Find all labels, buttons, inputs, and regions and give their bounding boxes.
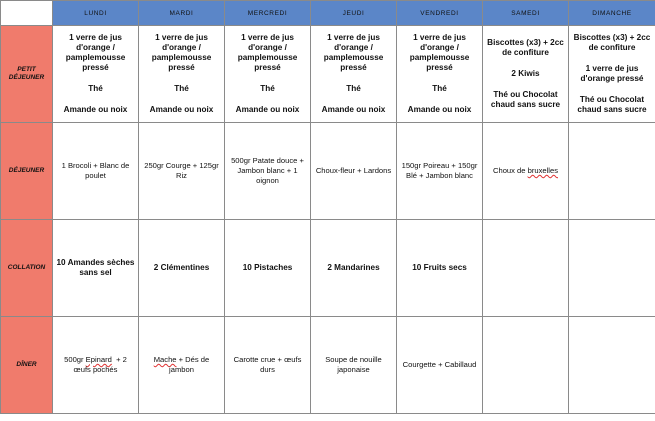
cell-petit-dejeuner-samedi	[483, 26, 569, 123]
cell-dejeuner-mardi	[139, 123, 225, 220]
cell-dejeuner-samedi	[483, 123, 569, 220]
cell-text: Amande ou noix	[63, 105, 128, 114]
cell-text: pamplemousse	[323, 53, 384, 62]
cell-text: pamplemousse	[151, 53, 212, 62]
cell-text: 1 Brocoli + Blanc de	[61, 161, 130, 170]
cell-text: Carotte crue + œufs	[233, 355, 302, 364]
cell-dejeuner-mercredi	[225, 123, 311, 220]
cell-text: Amande ou noix	[407, 105, 472, 114]
cell-text: 1 verre de jus	[69, 33, 122, 42]
cell-collation-lundi	[53, 220, 139, 317]
cell-dejeuner-jeudi	[311, 123, 397, 220]
cell-diner-vendredi	[397, 317, 483, 414]
cell-diner-mardi	[139, 317, 225, 414]
cell-text: œufs pochés	[73, 365, 118, 374]
cell-text: Choux de	[492, 166, 528, 175]
cell-text: 250gr Courge + 125gr	[144, 161, 219, 170]
cell-diner-lundi	[53, 317, 139, 414]
misspelled-word: Epinard	[85, 355, 112, 364]
cell-text: chaud sans sucre	[490, 100, 561, 109]
cell-text: 1 verre de jus	[413, 33, 466, 42]
cell-text: de confiture	[502, 48, 549, 57]
day-header-dimanche: DIMANCHE	[569, 1, 655, 26]
cell-text: d'orange /	[420, 43, 459, 52]
cell-text: pressé	[426, 63, 453, 72]
cell-text: Thé ou Chocolat	[579, 95, 645, 104]
row-petit-dejeuner	[1, 26, 655, 123]
cell-diner-jeudi	[311, 317, 397, 414]
cell-text: pressé	[340, 63, 367, 72]
cell-text: 1 verre de jus	[241, 33, 294, 42]
cell-text: d'orange /	[76, 43, 115, 52]
row-diner	[1, 317, 655, 414]
cell-diner-samedi	[483, 317, 569, 414]
cell-collation-vendredi	[397, 220, 483, 317]
cell-text: Riz	[176, 171, 187, 180]
misspelled-word: Mache	[153, 355, 177, 364]
cell-text: 10 Fruits secs	[412, 263, 467, 272]
cell-collation-jeudi	[311, 220, 397, 317]
cell-text: pamplemousse	[65, 53, 126, 62]
cell-text: d'orange /	[334, 43, 373, 52]
cell-text: Biscottes (x3) + 2cc	[487, 38, 564, 47]
cell-text: oignon	[256, 176, 279, 185]
cell-text: Jambon blanc + 1	[237, 166, 298, 175]
cell-dejeuner-dimanche	[569, 123, 655, 220]
cell-text: Thé	[174, 84, 189, 93]
cell-collation-mercredi	[225, 220, 311, 317]
cell-text: Courgette + Cabillaud	[402, 360, 477, 369]
cell-text: jambon	[169, 365, 194, 374]
cell-text: Soupe de nouille	[325, 355, 382, 364]
cell-text: d'orange /	[162, 43, 201, 52]
cell-text: Thé	[432, 84, 447, 93]
cell-petit-dejeuner-mardi	[139, 26, 225, 123]
cell-text: 500gr	[64, 355, 86, 364]
cell-text: pamplemousse	[237, 53, 298, 62]
cell-text: 150gr Poireau + 150gr	[401, 161, 478, 170]
cell-text: pamplemousse	[409, 53, 470, 62]
cell-text: d'orange /	[248, 43, 287, 52]
cell-text: Amande ou noix	[321, 105, 386, 114]
misspelled-word: bruxelles	[527, 166, 558, 175]
cell-petit-dejeuner-dimanche	[569, 26, 655, 123]
cell-text	[486, 166, 565, 176]
cell-dejeuner-vendredi	[397, 123, 483, 220]
cell-text: 1 verre de jus	[327, 33, 380, 42]
cell-collation-samedi	[483, 220, 569, 317]
cell-petit-dejeuner-lundi	[53, 26, 139, 123]
day-header-samedi: SAMEDI	[483, 1, 569, 26]
cell-text: durs	[260, 365, 275, 374]
cell-text	[56, 355, 135, 365]
cell-text: 2 Mandarines	[327, 263, 380, 272]
cell-text: 10 Pistaches	[242, 263, 293, 272]
cell-petit-dejeuner-jeudi	[311, 26, 397, 123]
day-header-jeudi: JEUDI	[311, 1, 397, 26]
cell-text: Thé ou Chocolat	[493, 90, 558, 99]
cell-petit-dejeuner-vendredi	[397, 26, 483, 123]
cell-text: chaud sans sucre	[577, 105, 647, 114]
meal-label-line: PETIT	[17, 66, 36, 73]
cell-text: Thé	[88, 84, 103, 93]
cell-text: Thé	[260, 84, 275, 93]
cell-text: poulet	[85, 171, 106, 180]
cell-text: Amande ou noix	[149, 105, 214, 114]
cell-dejeuner-lundi	[53, 123, 139, 220]
cell-text: Amande ou noix	[235, 105, 300, 114]
cell-text: sans sel	[79, 268, 112, 277]
cell-text: 1 verre de jus	[585, 64, 639, 73]
cell-text: japonaise	[337, 365, 370, 374]
day-header-vendredi: VENDREDI	[397, 1, 483, 26]
cell-text: pressé	[82, 63, 109, 72]
cell-text: 2 Clémentines	[153, 263, 210, 272]
cell-text: Choux-fleur + Lardons	[315, 166, 392, 175]
cell-text: pressé	[168, 63, 195, 72]
cell-petit-dejeuner-mercredi	[225, 26, 311, 123]
cell-diner-mercredi	[225, 317, 311, 414]
cell-text: + 2	[111, 355, 127, 364]
cell-text	[142, 355, 221, 365]
cell-text: 2 Kiwis	[511, 69, 540, 78]
meal-label-diner: DÎNER	[1, 317, 53, 414]
cell-text: 1 verre de jus	[155, 33, 208, 42]
cell-text: pressé	[254, 63, 281, 72]
meal-label-collation: COLLATION	[1, 220, 53, 317]
cell-collation-dimanche	[569, 220, 655, 317]
cell-text: Biscottes (x3) + 2cc	[573, 33, 651, 42]
meal-label-petit-dejeuner	[1, 26, 53, 123]
day-header-lundi: LUNDI	[53, 1, 139, 26]
cell-text: 500gr Patate douce +	[231, 156, 304, 165]
day-header-mercredi: MERCREDI	[225, 1, 311, 26]
cell-diner-dimanche	[569, 317, 655, 414]
row-collation	[1, 220, 655, 317]
cell-text: 10 Amandes sèches	[56, 258, 135, 267]
header-row	[1, 1, 655, 26]
cell-text: Blé + Jambon blanc	[406, 171, 473, 180]
row-dejeuner	[1, 123, 655, 220]
corner-cell	[1, 1, 53, 26]
cell-text: de confiture	[588, 43, 636, 52]
cell-text: Thé	[346, 84, 361, 93]
cell-text: d'orange pressé	[580, 74, 644, 83]
cell-text: + Dés de	[176, 355, 210, 364]
cell-collation-mardi	[139, 220, 225, 317]
day-header-mardi: MARDI	[139, 1, 225, 26]
meal-label-line: DÉJEUNER	[8, 74, 45, 81]
meal-label-dejeuner: DÉJEUNER	[1, 123, 53, 220]
